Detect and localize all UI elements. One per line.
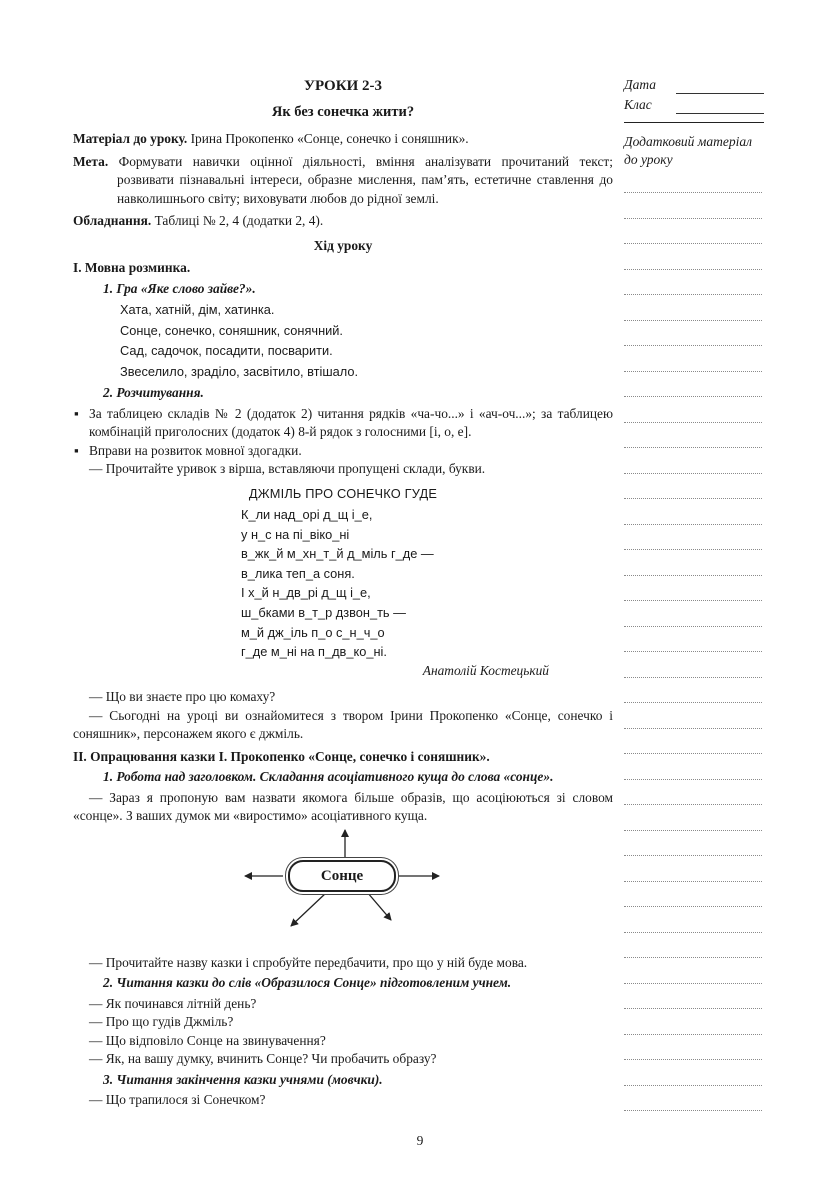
class-row [624, 96, 764, 114]
section2-task3: 3. Читання закінчення казки учнями (мовчки). [103, 1071, 383, 1087]
date-label: Дата [624, 77, 657, 92]
lesson-progress-heading: Хід уроку [313, 237, 373, 253]
bullet-item [73, 442, 613, 461]
sidebar-divider [624, 122, 764, 123]
note-line[interactable] [624, 1110, 762, 1111]
poem-line: в_жк_й м_хн_т_й д_міль г_де — [241, 546, 434, 562]
note-line[interactable] [624, 626, 762, 627]
note-line[interactable] [624, 371, 762, 372]
word-list [120, 300, 613, 382]
note-line[interactable] [624, 422, 762, 423]
arrow-down-right [367, 892, 391, 920]
poem-line: г_де м_ні на п_дв_ко_ні. [241, 644, 387, 660]
association-diagram [73, 828, 613, 950]
note-line[interactable] [624, 1085, 762, 1086]
word-line: Сонце, сонечко, соняшник, сонячний. [120, 322, 343, 338]
note-line[interactable] [624, 269, 762, 270]
note-line[interactable] [624, 753, 762, 754]
word-line: Хата, хатній, дім, хатинка. [120, 302, 275, 317]
equipment-paragraph [73, 212, 613, 231]
note-line[interactable] [624, 218, 762, 219]
note-line[interactable] [624, 779, 762, 780]
note-line[interactable] [624, 524, 762, 525]
section1-title: І. Мовна розминка. [73, 260, 191, 275]
arrow-down-left [291, 892, 327, 926]
word-line: Сад, садочок, посадити, посварити. [120, 343, 333, 358]
note-line[interactable] [624, 881, 762, 882]
main-column [73, 74, 613, 1110]
page-number: 9 [416, 1133, 424, 1148]
material-paragraph [73, 130, 613, 149]
predict-text: — Прочитайте назву казки і спробуйте передбачити, про що у ній буде мова. [89, 954, 528, 970]
note-line[interactable] [624, 855, 762, 856]
question: — Що ви знаєте про цю комаху? [89, 689, 276, 705]
note-line[interactable] [624, 345, 762, 346]
question: — Про що гудів Джміль? [89, 1014, 234, 1030]
class-line[interactable] [676, 101, 764, 114]
note-line[interactable] [624, 600, 762, 601]
note-line[interactable] [624, 396, 762, 397]
note-line[interactable] [624, 243, 762, 244]
note-line[interactable] [624, 702, 762, 703]
section2-task1-text: — Зараз я пропоную вам назвати якомога більше образів, що асоціюються зі словом «сонце». З ваших думок ми «виростимо» асоціативного куща. [73, 789, 613, 824]
section1-task1: 1. Гра «Яке слово зайве?». [103, 280, 256, 296]
note-line[interactable] [624, 447, 762, 448]
sun-label-box: Сонце [288, 860, 396, 892]
question: — Як, на вашу думку, вчинить Сонце? Чи пробачить образу? [89, 1051, 437, 1067]
note-line[interactable] [624, 957, 762, 958]
note-line[interactable] [624, 677, 762, 678]
goal-label: Мета. [73, 153, 109, 169]
equipment-label: Обладнання. [73, 213, 152, 228]
note-line[interactable] [624, 549, 762, 550]
poem-line: І х_й н_дв_рі д_щ і_е, [241, 585, 371, 601]
poem-line: ш_бками в_т_р дзвон_ть — [241, 604, 406, 620]
goal-text: Формувати навички оцінної діяльності, вміння аналізувати прочитаний текст; розвивати пізнавальні інтереси, образне мислення, пам’ять, естетичне ставлення до навколишнього світу; виховувати любов до рідної землі. [117, 153, 613, 206]
question: — Сьогодні на уроці ви ознайомитеся з твором Ірини Прокопенко «Сонце, сонечко і соняшник», персонажем якого є джміль. [73, 707, 613, 742]
bullet-square-icon: ▪ [74, 442, 79, 458]
lesson-subtitle: Як без сонечка жити? [271, 104, 415, 120]
material-label: Матеріал до уроку. [73, 131, 188, 146]
poem-line: у н_с на пі_віко_ні [241, 526, 350, 542]
date-line[interactable] [676, 81, 764, 94]
poem [241, 505, 613, 662]
note-line[interactable] [624, 804, 762, 805]
material-text: Ірина Прокопенко «Сонце, сонечко і соняшник». [190, 131, 469, 146]
note-line[interactable] [624, 651, 762, 652]
word-line: Звеселило, зраділо, засвітило, втішало. [120, 363, 359, 379]
lesson-title: УРОКИ 2-3 [303, 78, 383, 94]
extra-material-label: Додатковий матеріал до уроку [624, 134, 753, 167]
note-line[interactable] [624, 983, 762, 984]
bullet-text: За таблицею складів № 2 (додаток 2) читання рядків «ча-чо...» і «ач-оч...»; за таблицею комбінацій приголосних (додаток 4) 8-й рядок з голосними [і, о, е]. [89, 405, 613, 439]
bullet-text: Вправи на розвиток мовної здогадки. [89, 442, 302, 458]
note-line[interactable] [624, 294, 762, 295]
section1-task2: 2. Розчитування. [103, 385, 204, 400]
bullet-square-icon: ▪ [74, 405, 79, 421]
equipment-text: Таблиці № 2, 4 (додатки 2, 4). [154, 213, 324, 228]
note-line[interactable] [624, 1034, 762, 1035]
poem-line: м_й дж_іль п_о с_н_ч_о [241, 624, 385, 640]
note-line[interactable] [624, 1059, 762, 1060]
goal-paragraph [73, 153, 613, 209]
poem-line: К_ли над_орі д_щ і_е, [241, 507, 373, 522]
note-line[interactable] [624, 320, 762, 321]
note-line[interactable] [624, 498, 762, 499]
poem-author: Анатолій Костецький [422, 662, 549, 678]
note-line[interactable] [624, 192, 762, 193]
note-line[interactable] [624, 830, 762, 831]
bullet-item [73, 405, 613, 442]
note-line[interactable] [624, 1008, 762, 1009]
section2-title: ІІ. Опрацювання казки І. Прокопенко «Сонце, сонечко і соняшник». [73, 748, 490, 764]
poem-line: в_лика теп_а соня. [241, 565, 355, 581]
note-line[interactable] [624, 906, 762, 907]
class-label: Клас [624, 97, 652, 112]
section2-task2: 2. Читання казки до слів «Образилося Сонце» підготовленим учнем. [103, 975, 512, 991]
question: — Як починався літній день? [89, 995, 257, 1011]
section2-task1: 1. Робота над заголовком. Складання асоціативного куща до слова «сонце». [103, 769, 554, 785]
note-line[interactable] [624, 575, 762, 576]
poem-title: ДЖМІЛЬ ПРО СОНЕЧКО ГУДЕ [248, 485, 438, 501]
date-row [624, 76, 764, 94]
note-line[interactable] [624, 728, 762, 729]
note-line[interactable] [624, 473, 762, 474]
note-line[interactable] [624, 932, 762, 933]
question: — Що відповіло Сонце на звинувачення? [89, 1032, 326, 1048]
sidebar-notes [624, 76, 764, 169]
question: — Що трапилося зі Сонечком? [89, 1092, 266, 1108]
poem-instruction: — Прочитайте уривок з вірша, вставляючи пропущені склади, букви. [89, 461, 486, 476]
